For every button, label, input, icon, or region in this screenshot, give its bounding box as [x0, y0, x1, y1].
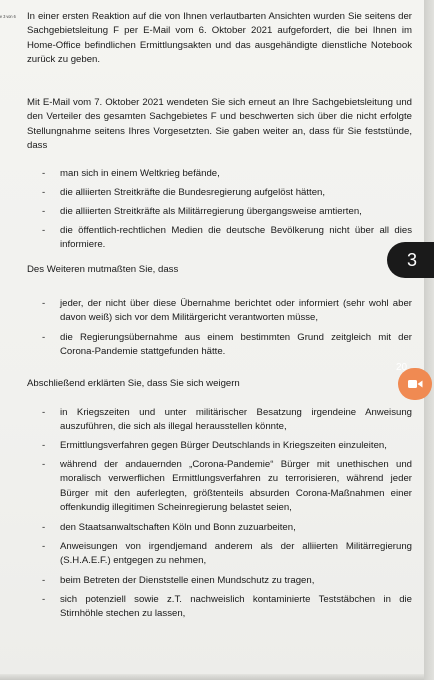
- video-camera-icon: [408, 377, 423, 391]
- paragraph-refusal: Abschließend erklärten Sie, dass Sie sich weigern: [27, 378, 240, 389]
- page-reference: e 3 von 6: [0, 14, 16, 19]
- paragraph-email-october-7: Mit E-Mail vom 7. Oktober 2021 wendeten Sie sich erneut an Ihre Sachgebietsleitung und den Verteiler des gesamten Sachgebietes F und beschwerten sich über die nicht erfolgte Stellungnahme seitens Ihres Vorgesetzten. Sie gaben weiter an, dass für Sie feststünde, dass: [27, 97, 412, 152]
- page-edge-shadow: [424, 0, 434, 680]
- paragraph-further-assumptions: Des Weiteren mutmaßten Sie, dass: [27, 264, 179, 275]
- document-page: e 3 von 6 In einer ersten Reaktion auf die von Ihnen verlautbarten Ansichten wurden Sie seitens der Sachgebietsleitung F per E-Mail vom 6. Oktober 2021 aufgefordert, die bei Ihnen im Home-Office befindlichen Ermittlungsakten und das ausgehändigte dienstliche Notebook zurück zu geben. Mit E-Mail vom 7. Oktober 2021 wendeten Sie sich erneut an Ihre Sachgebietsleitung und den Verteiler des gesamten Sachgebietes F und beschwerten sich über die nicht erfolgte Stellungnahme seitens Ihres Vorgesetzten. Sie gaben weiter an, dass für Sie feststünde, dass - man sich in einem Weltkrieg befände, - die alliierten Streitkräfte die Bundesregierung aufgelöst hätten, - die alliierten Streitkräfte als Militärregierung übergangsweise amtierten, - die öffentlich-rechtlichen Medien die deutsche Bevölkerung nicht über all dies informiere. Des Weiteren mutmaßten Sie, dass - jeder, der nicht über diese Übernahme berichtet oder informiert (sehr wohl aber davon weiß) sich vor dem Militärgericht verantworten müsse, - die Regierungsübernahme aus einem bestimmten Grund zeitgleich mit der Corona-Pandemie stattgefunden hätte. Abschließend erklärten Sie, dass Sie sich weigern - in Kriegszeiten und unter militärischer Besatzung irgendeine Anweisung auszuführen, die sich als illegal herausstellen könnte, - Ermittlungsverfahren gegen Bürger Deutschlands in Kriegszeiten einzuleiten, - während der andauernden „Corona-Pandemie“ Bürger mit unethischen und moralisch verwerflichen Ermittlungsverfahren zu terrorisieren, während jeder Bürger mit den auferlegten, größtenteils absurden Corona-Maßnahmen einer offenkundig illegitimen Scheinregierung belastet seien, - den Staatsanwaltschaften Köln und Bonn zuzuarbeiten, - Anweisungen von irgendjemand anderem als der alliierten Militärregierung (S.H.A.E.F.) entgegen zu nehmen, - beim Betreten der Dienststelle einen Mundschutz zu tragen, - sich potenziell sowie z.T. nachweislich kontaminierte Teststäbchen in die Stirnhöhle stechen zu lassen,: [0, 0, 425, 680]
- record-count: 20: [396, 362, 408, 373]
- paragraph-first-reaction: In einer ersten Reaktion auf die von Ihnen verlautbarten Ansichten wurden Sie seitens der Sachgebietsleitung F per E-Mail vom 6. Oktober 2021 aufgefordert, die bei Ihnen im Home-Office befindlichen Ermittlungsakten und das ausgehändigte dienstliche Notebook zurück zu geben.: [27, 11, 412, 66]
- page-indicator-badge[interactable]: 3: [387, 242, 434, 278]
- page-bottom-edge: [0, 674, 424, 680]
